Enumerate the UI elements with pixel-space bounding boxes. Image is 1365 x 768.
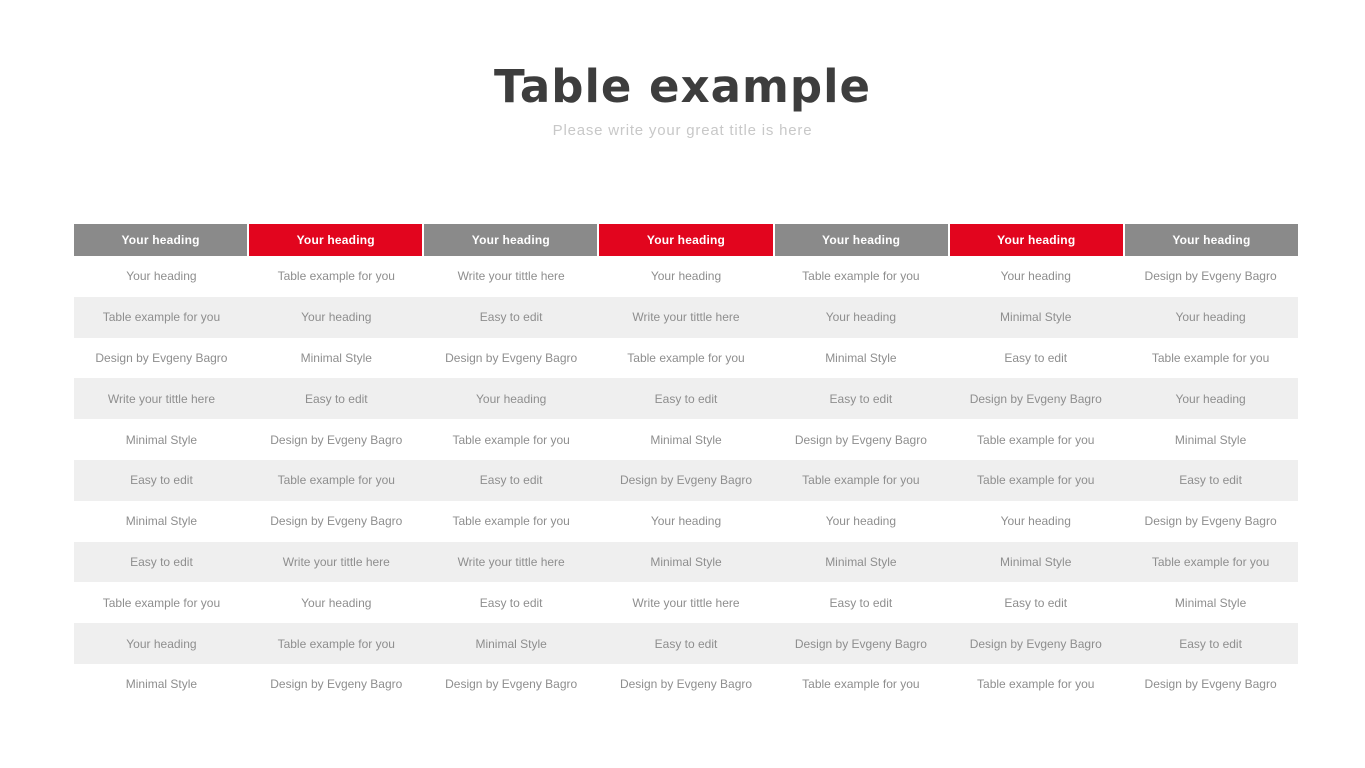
table-cell: Minimal Style (475, 636, 547, 651)
slide-header (0, 62, 1365, 139)
table-cell: Design by Evgeny Bagro (969, 391, 1102, 406)
table-cell: Design by Evgeny Bagro (969, 636, 1102, 651)
table-cell: Easy to edit (829, 391, 893, 406)
table-cell: Your heading (476, 391, 547, 406)
table-row (74, 460, 1298, 501)
table-cell: Your heading (1000, 514, 1071, 529)
table-cell: Design by Evgeny Bagro (445, 677, 578, 692)
table-cell: Minimal Style (1000, 554, 1072, 569)
table-row (74, 623, 1298, 664)
table-cell: Minimal Style (125, 432, 198, 447)
table-cell: Design by Evgeny Bagro (1144, 269, 1277, 284)
table-cell: Your heading (1175, 391, 1246, 406)
table-cell: Easy to edit (479, 595, 543, 610)
column-header-5: Your heading (775, 224, 950, 256)
table-row (74, 664, 1298, 705)
table-cell: Design by Evgeny Bagro (619, 677, 753, 692)
table-cell: Table example for you (452, 514, 570, 529)
table-cell: Minimal Style (125, 514, 198, 529)
table-cell: Table example for you (802, 677, 920, 692)
table-cell: Write your tittle here (632, 310, 740, 325)
table-cell: Table example for you (452, 432, 570, 447)
table-cell: Minimal Style (825, 554, 897, 569)
table-cell: Minimal Style (125, 677, 198, 692)
table-cell: Table example for you (977, 432, 1095, 447)
table-body (74, 256, 1298, 705)
table-row (74, 297, 1298, 338)
table-cell: Table example for you (1151, 554, 1270, 569)
table-cell: Easy to edit (130, 554, 193, 569)
table-cell: Easy to edit (1179, 473, 1242, 488)
table-cell: Design by Evgeny Bagro (270, 432, 403, 447)
table-cell: Table example for you (102, 595, 221, 610)
table-cell: Minimal Style (825, 350, 897, 365)
column-header-2: Your heading (249, 224, 424, 256)
table-cell: Easy to edit (654, 391, 718, 406)
table-cell: Design by Evgeny Bagro (794, 432, 927, 447)
table-row (74, 256, 1298, 297)
table-row (74, 338, 1298, 379)
table-cell: Your heading (126, 636, 197, 651)
table-cell: Easy to edit (304, 391, 368, 406)
table-row (74, 582, 1298, 623)
table-cell: Minimal Style (300, 350, 372, 365)
table-cell: Easy to edit (1004, 595, 1068, 610)
table-cell: Minimal Style (1000, 310, 1072, 325)
table-cell: Your heading (301, 595, 372, 610)
table-cell: Easy to edit (654, 636, 718, 651)
table-cell: Table example for you (277, 636, 395, 651)
table-cell: Your heading (825, 310, 897, 325)
table-cell: Your heading (1000, 269, 1071, 284)
table-row (74, 378, 1298, 419)
table-cell: Write your tittle here (282, 554, 390, 569)
table-cell: Design by Evgeny Bagro (794, 636, 927, 651)
table-cell: Minimal Style (1174, 432, 1247, 447)
table-row (74, 542, 1298, 583)
table-cell: Table example for you (102, 310, 221, 325)
table-cell: Your heading (650, 269, 722, 284)
table-cell: Design by Evgeny Bagro (95, 350, 228, 365)
table-cell: Easy to edit (829, 595, 893, 610)
table-row (74, 501, 1298, 542)
table-cell: Easy to edit (1004, 350, 1068, 365)
table-cell: Write your tittle here (107, 391, 215, 406)
table-cell: Table example for you (977, 473, 1095, 488)
table-cell: Your heading (126, 269, 197, 284)
table-cell: Table example for you (277, 269, 395, 284)
table-cell: Minimal Style (650, 554, 722, 569)
table-cell: Design by Evgeny Bagro (1144, 514, 1277, 529)
table-cell: Table example for you (802, 269, 920, 284)
table-cell: Write your tittle here (457, 269, 565, 284)
table-cell: Easy to edit (1179, 636, 1242, 651)
table-cell: Design by Evgeny Bagro (270, 677, 403, 692)
table-cell: Table example for you (627, 350, 745, 365)
table-cell: Minimal Style (1174, 595, 1247, 610)
table-cell: Design by Evgeny Bagro (445, 350, 578, 365)
table-cell: Easy to edit (479, 473, 543, 488)
table-row (74, 419, 1298, 460)
table-header-row (74, 224, 1298, 256)
table-cell: Design by Evgeny Bagro (270, 514, 403, 529)
table-cell: Design by Evgeny Bagro (619, 473, 753, 488)
table-cell: Minimal Style (650, 432, 722, 447)
table-cell: Write your tittle here (457, 554, 565, 569)
table-cell: Your heading (301, 310, 372, 325)
example-table (74, 224, 1298, 705)
page-subtitle: Please write your great title is here (552, 121, 813, 139)
page-title: Table example (493, 60, 872, 113)
column-header-4: Your heading (599, 224, 774, 256)
table-cell: Table example for you (1151, 350, 1270, 365)
table-cell: Your heading (825, 514, 897, 529)
column-header-6: Your heading (950, 224, 1125, 256)
column-header-3: Your heading (424, 224, 599, 256)
table-cell: Table example for you (977, 677, 1095, 692)
table-cell: Design by Evgeny Bagro (1144, 677, 1277, 692)
table-cell: Easy to edit (479, 310, 543, 325)
table-cell: Table example for you (802, 473, 920, 488)
column-header-1: Your heading (74, 224, 249, 256)
table-cell: Your heading (1175, 310, 1246, 325)
table-cell: Your heading (650, 514, 722, 529)
table-cell: Easy to edit (130, 473, 193, 488)
table-cell: Table example for you (277, 473, 395, 488)
table-cell: Write your tittle here (632, 595, 740, 610)
column-header-7: Your heading (1125, 224, 1298, 256)
